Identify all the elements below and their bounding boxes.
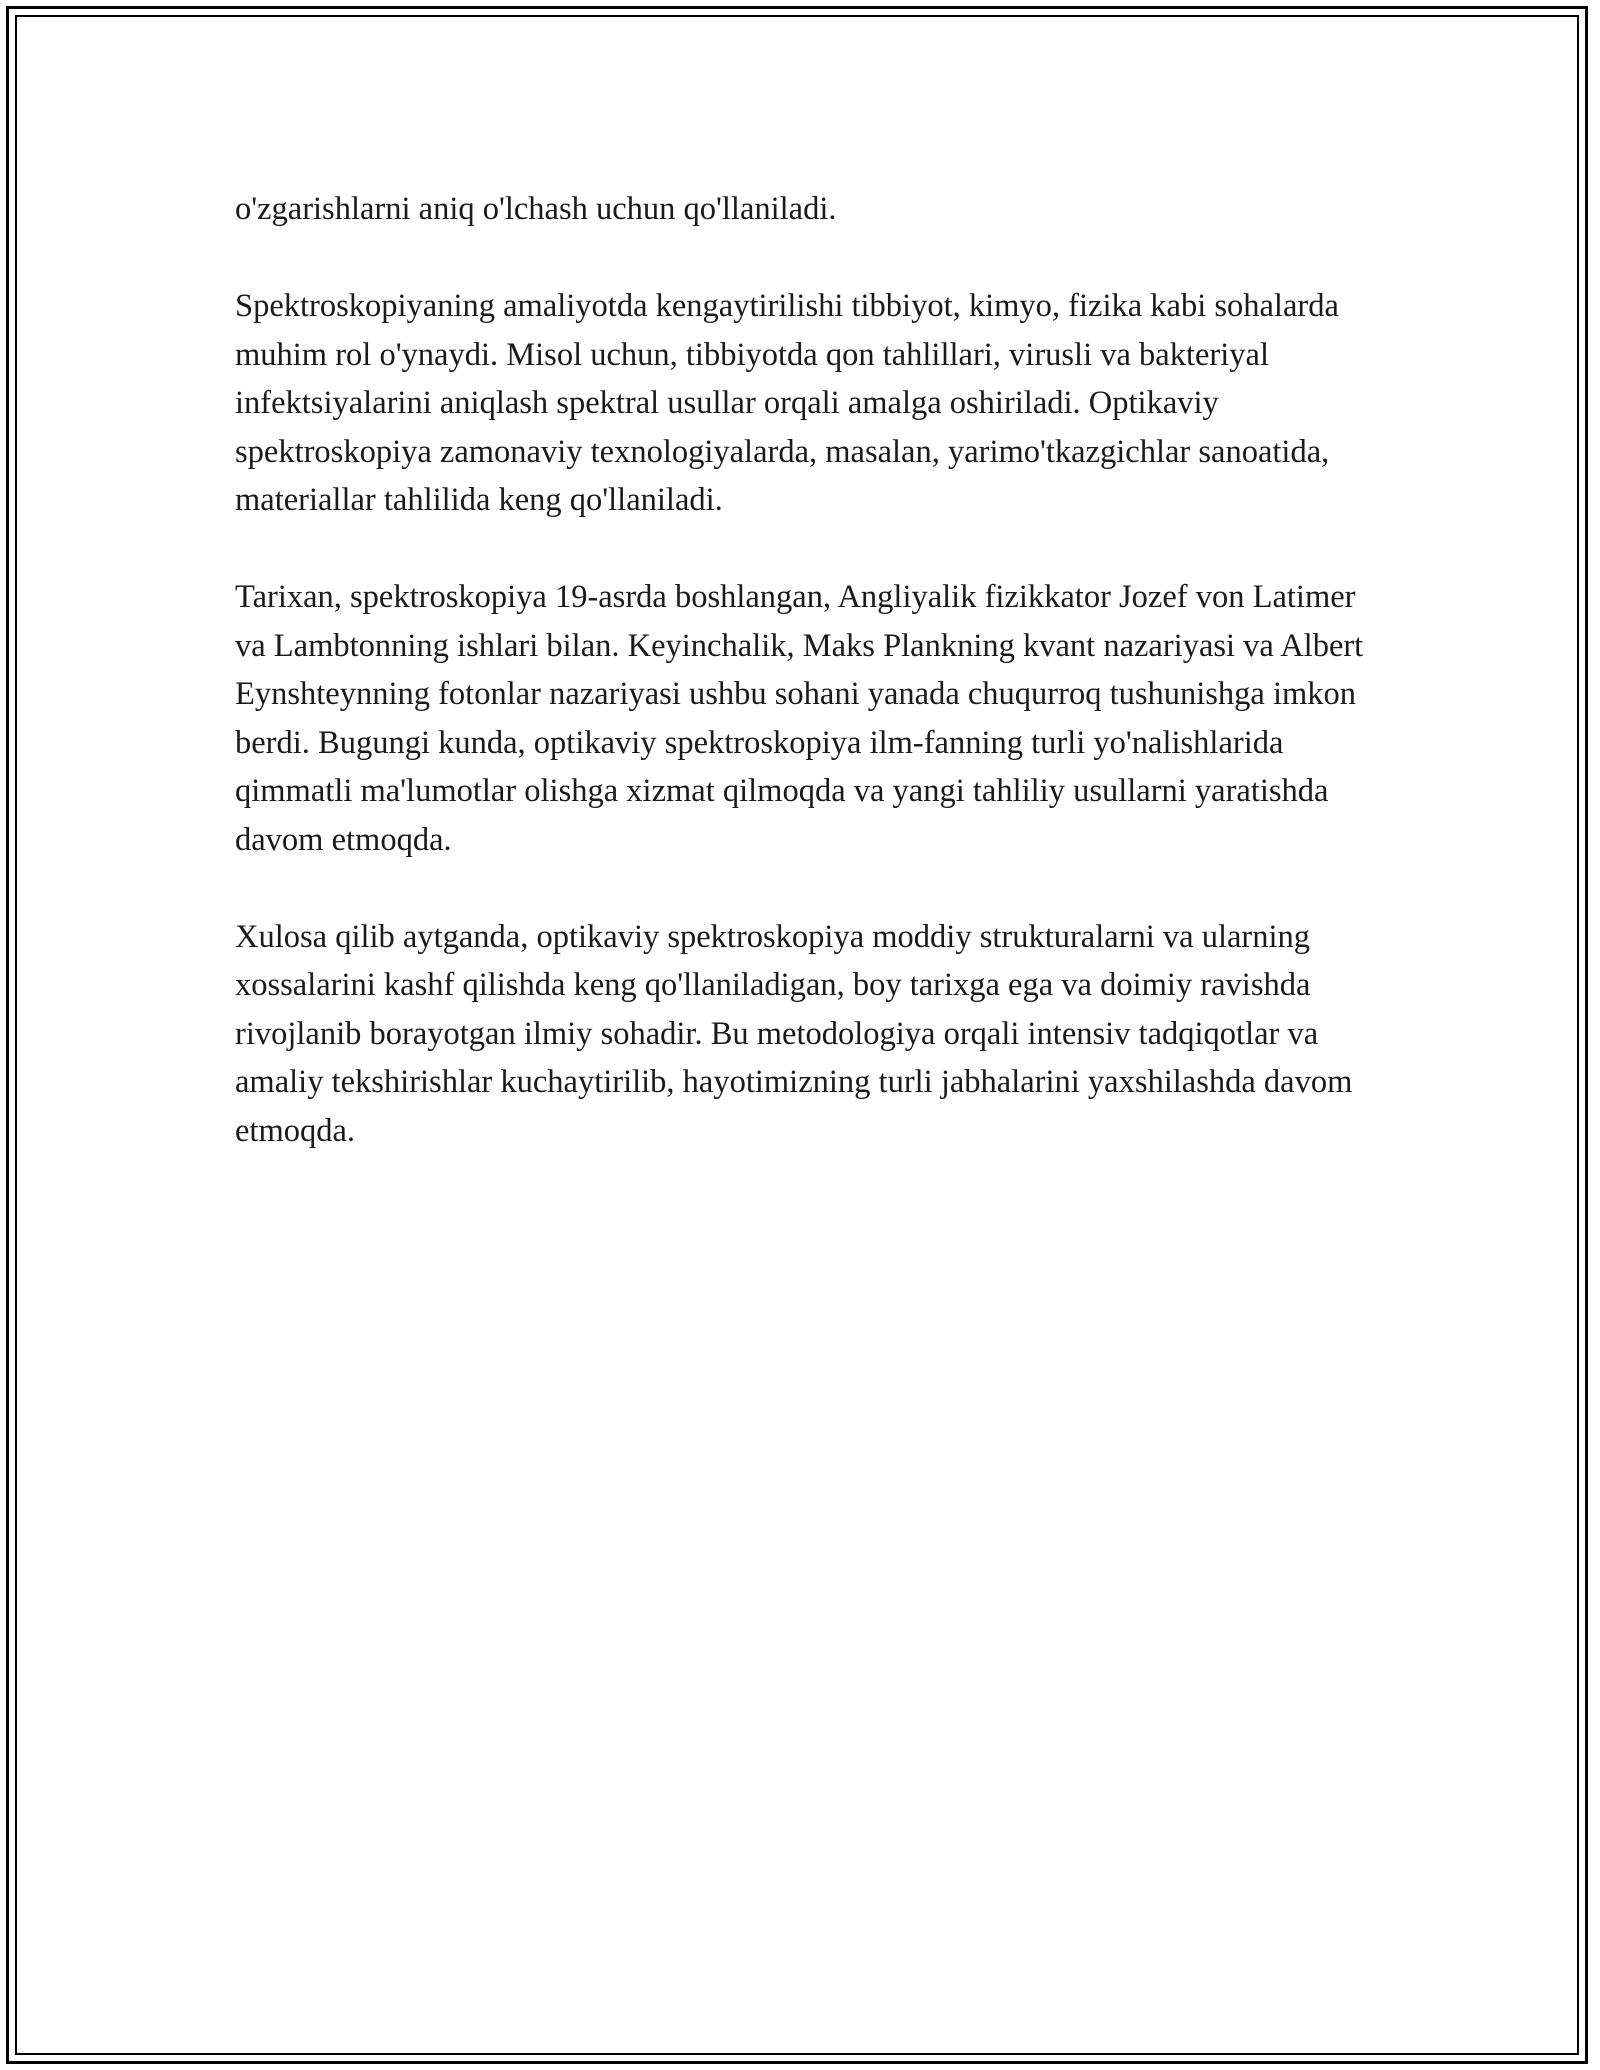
paragraph-1: o'zgarishlarni aniq o'lchash uchun qo'llaniladi.	[235, 191, 837, 227]
document-body	[235, 185, 1365, 1204]
paragraph-4: Xulosa qilib aytganda, optikaviy spektroskopiya moddiy strukturalarni va ularning xossalarini kashf qilishda keng qo'llaniladigan, boy tarixga ega va doimiy ravishda rivojlanib borayotgan ilmiy sohadir. Bu metodologiya orqali intensiv tadqiqotlar va amaliy tekshirishlar kuchaytirilib, hayotimizning turli jabhalarini yaxshilashda davom etmoqda.	[235, 918, 1353, 1149]
paragraph-3: Tarixan, spektroskopiya 19-asrda boshlangan, Angliyalik fizikkator Jozef von Latimer va Lambtonning ishlari bilan. Keyinchalik, Maks Plankning kvant nazariyasi va Albert Eynshteynning fotonlar nazariyasi ushbu sohani yanada chuqurroq tushunishga imkon berdi. Bugungi kunda, optikaviy spektroskopiya ilm-fanning turli yo'nalishlarida qimmatli ma'lumotlar olishga xizmat qilmoqda va yangi tahliliy usullarni yaratishda davom etmoqda.	[235, 579, 1364, 858]
paragraph-2: Spektroskopiyaning amaliyotda kengaytirilishi tibbiyot, kimyo, fizika kabi sohalarda muhim rol o'ynaydi. Misol uchun, tibbiyotda qon tahlillari, virusli va bakteriyal infektsiyalarini aniqlash spektral usullar orqali amalga oshiriladi. Optikaviy spektroskopiya zamonaviy texnologiyalarda, masalan, yarimo'tkazgichlar sanoatida, materiallar tahlilida keng qo'llaniladi.	[235, 288, 1339, 518]
